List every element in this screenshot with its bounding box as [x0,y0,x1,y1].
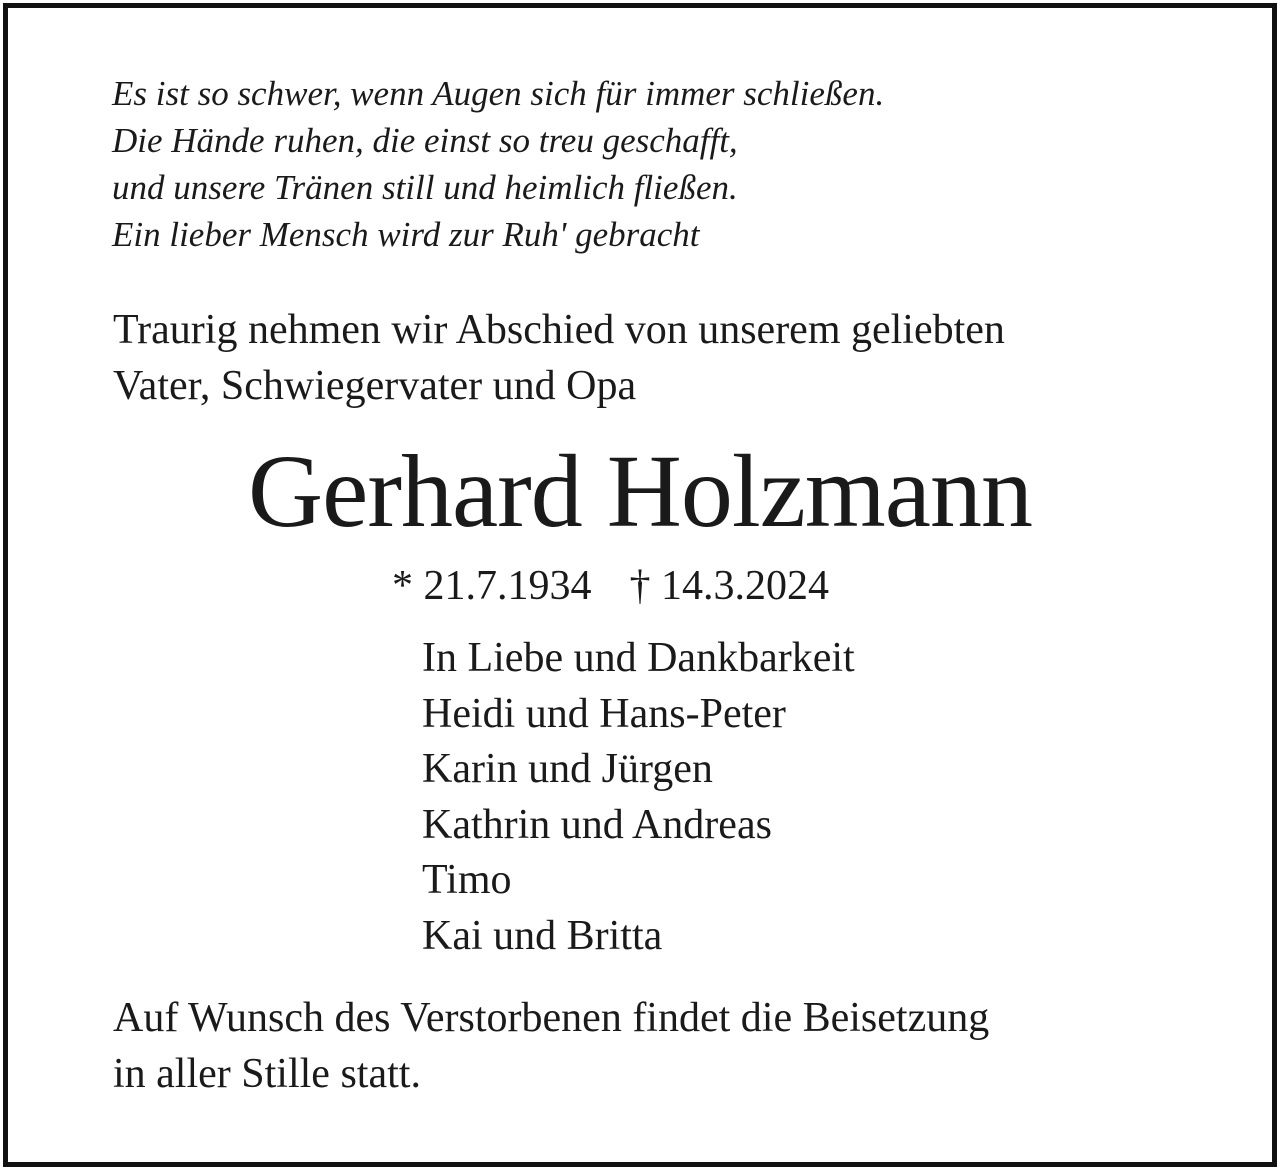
intro-line: Vater, Schwiegervater und Opa [113,363,637,409]
death-date: † 14.3.2024 [629,563,829,609]
intro-text [113,302,1005,414]
mourner-line: Kathrin und Andreas [422,801,772,848]
mourner-line: Kai und Britta [422,912,663,959]
mourner-line: Heidi und Hans-Peter [422,690,786,737]
mourner-line: Timo [422,857,512,903]
birth-date: * 21.7.1934 [392,563,592,609]
closing-line: in aller Stille statt. [113,1051,421,1097]
closing-line: Auf Wunsch des Verstorbenen findet die Beisetzung [113,995,990,1041]
deceased-name: Gerhard Holzmann [248,434,1032,549]
mourner-line: Karin und Jürgen [422,746,713,792]
life-dates [392,560,829,612]
closing-note [113,990,989,1102]
poem-line: Ein lieber Mensch wird zur Ruh' gebracht [112,215,700,254]
poem-verse [112,70,884,258]
mourner-line: In Liebe und Dankbarkeit [422,635,855,681]
poem-line: Es ist so schwer, wenn Augen sich für immer schließen. [112,74,885,113]
poem-line: Die Hände ruhen, die einst so treu geschafft, [112,121,738,160]
intro-line: Traurig nehmen wir Abschied von unserem geliebten [113,307,1005,353]
poem-line: und unsere Tränen still und heimlich fließen. [112,168,738,207]
mourners-list [422,631,855,964]
